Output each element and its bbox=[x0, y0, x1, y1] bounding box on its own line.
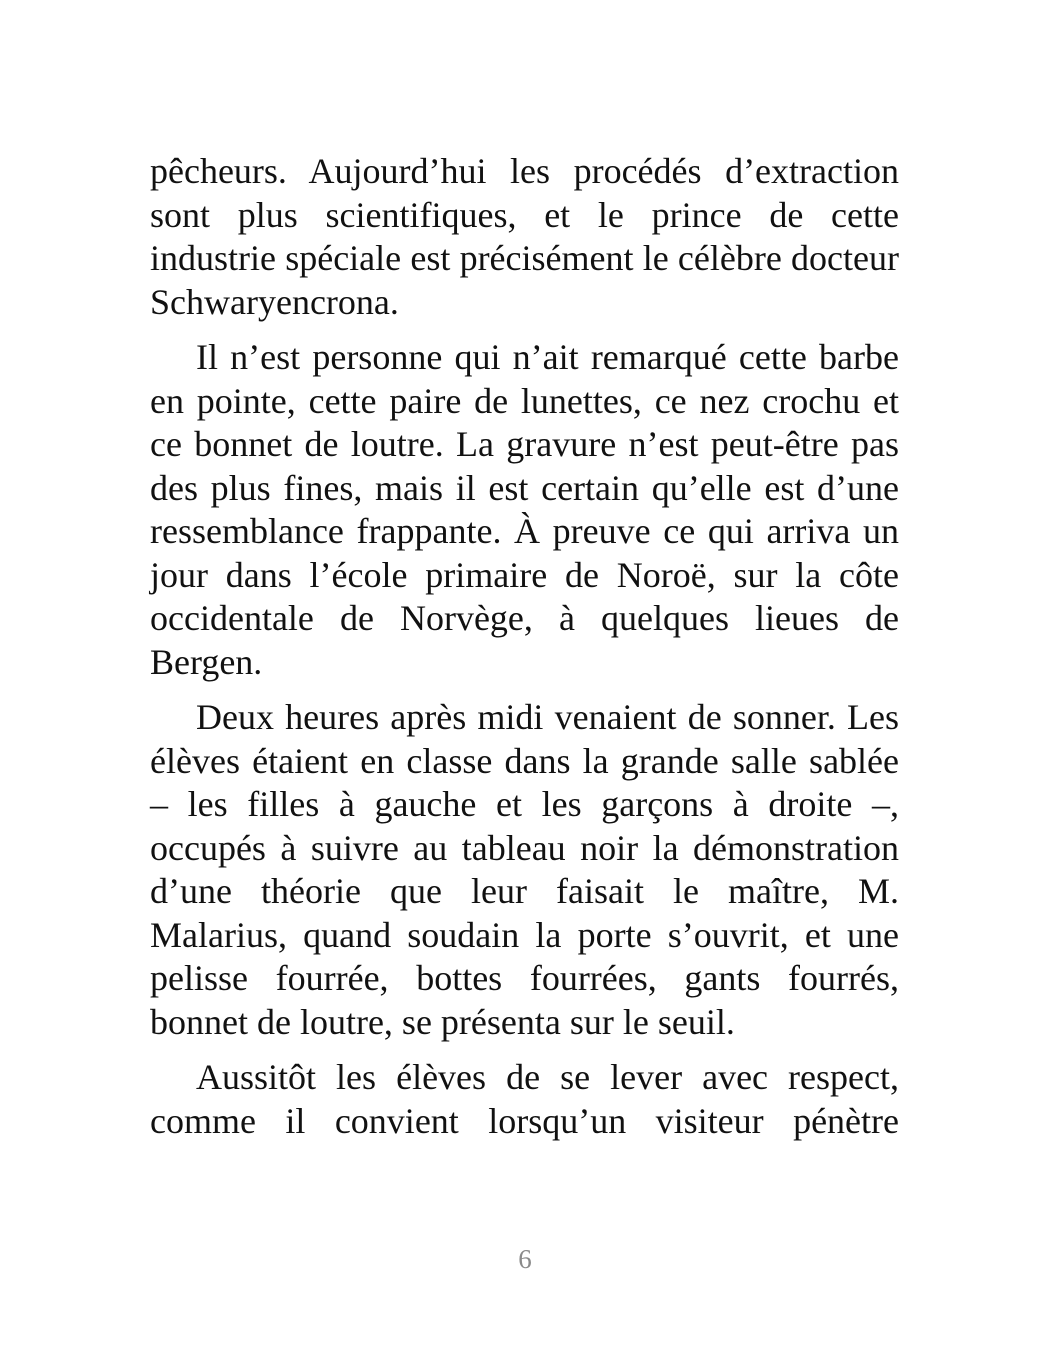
paragraph-3: Deux heures après midi venaient de sonner. Les élèves étaient en classe dans la grande salle sablée – les filles à gauche et les garçons à droite –, occupés à suivre au tableau noir la démonstration d’une théorie que leur faisait le maître, M. Malarius, quand soudain la porte s’ouvrit, et une pelisse fourrée, bottes fourrées, gants fourrés, bonnet de loutre, se présenta sur le seuil. bbox=[150, 697, 899, 1042]
paragraph-1: pêcheurs. Aujourd’hui les procédés d’extraction sont plus scientifiques, et le prince de cette industrie spéciale est précisément le célèbre docteur Schwaryencrona. bbox=[150, 151, 899, 322]
page-number: 6 bbox=[518, 1244, 532, 1274]
body-text bbox=[150, 150, 899, 1155]
paragraph-4: Aussitôt les élèves de se lever avec respect, comme il convient lorsqu’un visiteur pénètre bbox=[150, 1057, 899, 1141]
paragraph-2: Il n’est personne qui n’ait remarqué cette barbe en pointe, cette paire de lunettes, ce nez crochu et ce bonnet de loutre. La gravure n’est peut-être pas des plus fines, mais il est certain qu’elle est d’une ressemblance frappante. À preuve ce qui arriva un jour dans l’école primaire de Noroë, sur la côte occidentale de Norvège, à quelques lieues de Bergen. bbox=[150, 337, 899, 682]
